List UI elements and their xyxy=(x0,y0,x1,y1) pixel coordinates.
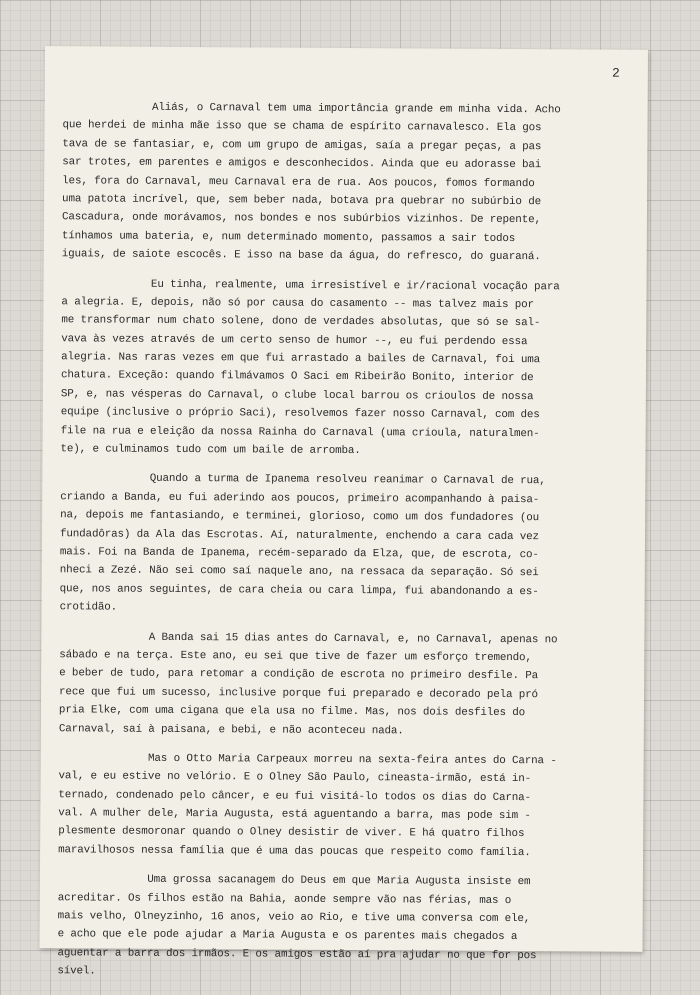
text-line: Uma grossa sacanagem do Deus em que Maria Augusta insiste em xyxy=(57,873,531,889)
text-line: les, fora do Carnaval, meu Carnaval era de rua. Aos poucos, fomos formando xyxy=(62,174,535,190)
text-line: tínhamos uma bateria, e, num determinado momento, passamos a sair todos xyxy=(61,229,516,245)
text-line: Aliás, o Carnaval tem uma importância grande em minha vida. Acho xyxy=(62,101,561,117)
text-line: e beber de tudo, para retomar a condição de escrota no primeiro desfile. Pa xyxy=(59,667,539,683)
text-line: crotidão. xyxy=(59,601,118,614)
text-line: equipe (inclusive o próprio Saci), resolvemos fazer nosso Carnaval, com des xyxy=(60,406,540,422)
page-number: 2 xyxy=(611,65,620,81)
text-line: val, e eu estive no velório. E o Olney São Paulo, cineasta-irmão, está in- xyxy=(58,770,532,786)
text-line: val. A mulher dele, Maria Augusta, está aguentando a barra, mas pode sim - xyxy=(58,807,531,823)
text-line: pria Elke, com uma cigana que ela usa no filme. Mas, nos dois desfiles do xyxy=(58,704,526,720)
text-line: rece que fui um sucesso, inclusive porque fui preparado e decorado pela pró xyxy=(59,685,539,701)
text-line: Mas o Otto Maria Carpeaux morreu na sexta-feira antes do Carna - xyxy=(58,752,557,768)
text-line: SP, e, nas vésperas do Carnaval, o clube local barrou os crioulos de nossa xyxy=(60,388,534,404)
text-line: a alegria. E, depois, não só por causa do casamento -- mas talvez mais por xyxy=(61,296,535,312)
text-line: fundadôras) da Ala das Escrotas. Aí, naturalmente, enchendo a cara cada vez xyxy=(59,527,539,543)
paragraph xyxy=(60,470,635,621)
text-line: acreditar. Os filhos estão na Bahia, aonde sempre vão nas férias, mas o xyxy=(57,891,512,907)
text-line: mais velho, Olneyzinho, 16 anos, veio ao Rio, e tive uma conversa com ele, xyxy=(57,910,531,926)
text-line: na, depois me fantasiando, e terminei, glorioso, como um dos fundadores (ou xyxy=(60,509,540,525)
text-line: criando a Banda, eu fui aderindo aos poucos, primeiro acompanhando à paisa- xyxy=(60,491,540,506)
text-line: file na rua e eleição da nossa Rainha do Carnaval (uma crioula, naturalmen- xyxy=(60,424,540,440)
paragraph xyxy=(58,749,633,863)
paragraph xyxy=(60,275,635,462)
text-line: Carnaval, saí à paisana, e bebi, e não aconteceu nada. xyxy=(58,722,404,737)
text-line: sábado e na terça. Este ano, eu sei que tive de fazer um esforço tremendo, xyxy=(59,649,532,665)
text-line: sar trotes, em parentes e amigos e desconhecidos. Ainda que eu adorasse bai xyxy=(62,156,542,172)
paragraph xyxy=(59,628,634,742)
text-line: nheci a Zezé. Não sei como saí naquele ano, na ressaca da separação. Só sei xyxy=(59,564,539,580)
text-line: mais. Foi na Banda de Ipanema, recém-separado da Elza, que, de escrota, co- xyxy=(59,546,539,562)
text-line: que, nos anos seguintes, de cara cheia ou cara limpa, fui abandonando a es- xyxy=(59,583,539,598)
text-line: te), e culminamos tudo com um baile de arromba. xyxy=(60,443,361,458)
text-line: Quando a turma de Ipanema resolveu reanimar o Carnaval de rua, xyxy=(60,472,546,488)
text-line: iguais, de saiote escocês. E isso na base da água, do refresco, do guaraná. xyxy=(61,248,541,264)
text-line: aguentar a barra dos irmãos. E os amigos estão aí pra ajudar no que for pos xyxy=(57,947,537,962)
text-line: uma patota incrível, que, sem beber nada, botava pra quebrar no subúrbio de xyxy=(62,193,542,209)
paragraph xyxy=(62,98,637,267)
text-line: ternado, condenado pelo câncer, e eu fui visitá-lo todos os dias do Carna- xyxy=(58,788,531,804)
text-line: maravilhosos nessa família que é uma das poucas que respeito como família. xyxy=(58,844,531,859)
text-line: sível. xyxy=(57,965,96,978)
text-line: chatura. Exceção: quando filmávamos O Saci em Ribeirão Bonito, interior de xyxy=(60,369,534,385)
paragraph xyxy=(57,870,632,984)
text-line: tava de se fantasiar, e, com um grupo de amigas, saía a pregar peças, a pas xyxy=(62,138,542,153)
text-line: me transformar num chato solene, dono de verdades absolutas, que só se sal- xyxy=(61,314,541,330)
text-line: Eu tinha, realmente, uma irresistível e ir/racional vocação para xyxy=(61,277,560,293)
text-line: A Banda sai 15 dias antes do Carnaval, e, no Carnaval, apenas no xyxy=(59,630,558,646)
text-line: Cascadura, onde morávamos, nos bondes e nos subúrbios vizinhos. De repente, xyxy=(61,211,541,227)
typewritten-page xyxy=(39,46,647,978)
text-line: vava às vezes através de um certo senso de humor --, eu fui perdendo essa xyxy=(61,332,528,348)
text-line: plesmente desmoronar quando o Olney desistir de viver. E há quatro filhos xyxy=(58,825,525,841)
text-line: alegria. Nas raras vezes em que fui arrastado a bailes de Carnaval, foi uma xyxy=(61,351,541,367)
document-body xyxy=(57,98,636,995)
text-line: e acho que ele pode ajudar a Maria Augusta e os parentes mais chegados a xyxy=(57,928,518,944)
text-line: que herdei de minha mãe isso que se chama de espírito carnavalesco. Ela gos xyxy=(62,119,542,135)
